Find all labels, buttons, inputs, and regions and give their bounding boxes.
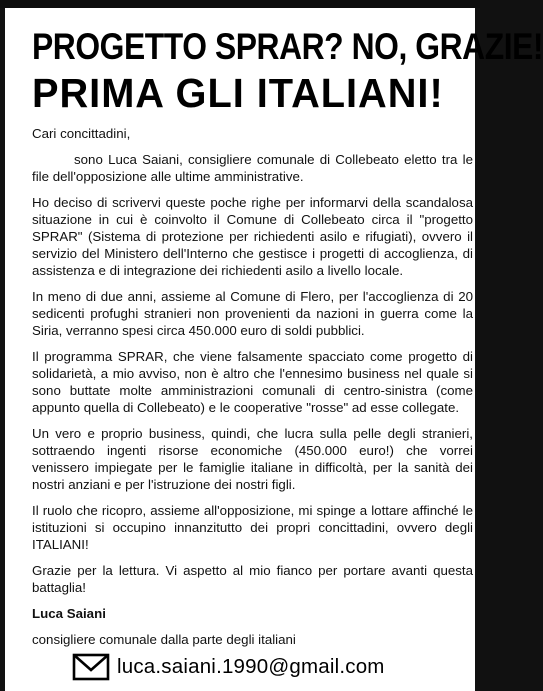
top-strip xyxy=(0,0,480,8)
letter-greeting: Cari concittadini, xyxy=(32,126,131,141)
letter-paragraph-7: Grazie per la lettura. Vi aspetto al mio fianco per portare avanti questa battaglia! xyxy=(32,563,473,595)
letter-body xyxy=(32,125,473,657)
email-contact[interactable] xyxy=(72,653,385,681)
letter-paragraph-4: Il programma SPRAR, che viene falsamente spacciato come progetto di solidarietà, a mio avviso, non è altro che l'ennesimo business nel quale si sono buttate molte amministrazioni comunali di centro-sinistra (come appunto quella di Collebeato) e le cooperative "rosse" ad esse collegate. xyxy=(32,349,473,415)
envelope-icon xyxy=(72,653,110,681)
signature-name: Luca Saiani xyxy=(32,606,106,621)
letter-paragraph-6: Il ruolo che ricopro, assieme all'opposizione, mi spinge a lottare affinché le istituzioni si occupino innanzitutto dei propri concittadini, ovvero degli ITALIANI! xyxy=(32,503,473,552)
letter-paragraph-3: In meno di due anni, assieme al Comune di Flero, per l'accoglienza di 20 sedicenti profughi stranieri non provenienti da nazioni in guerra come la Siria, verranno spesi circa 450.000 euro di soldi pubblici. xyxy=(32,289,473,338)
flyer-title-line2: PRIMA GLI ITALIANI! xyxy=(32,70,444,116)
letter-paragraph-1: sono Luca Saiani, consigliere comunale di Collebeato eletto tra le file dell'opposizione alle ultime amministrative. xyxy=(32,152,473,184)
signature-role: consigliere comunale dalla parte degli italiani xyxy=(32,632,296,647)
flyer-page xyxy=(5,8,543,691)
flyer-title-line1: PROGETTO SPRAR? NO, GRAZIE! xyxy=(32,26,543,67)
letter-paragraph-5: Un vero e proprio business, quindi, che lucra sulla pelle degli stranieri, sottraendo ingenti risorse economiche (450.000 euro!) che vorrei venissero impiegate per le famiglie italiane in difficoltà, per la sanità dei nostri anziani e per l'istruzione dei nostri figli. xyxy=(32,426,473,492)
letter-paragraph-2: Ho deciso di scrivervi queste poche righe per informarvi della scandalosa situazione in cui è coinvolto il Comune di Collebeato circa il "progetto SPRAR" (Sistema di protezione per richiedenti asilo e rifugiati), ovvero il servizio del Ministero dell'Interno che gestisce i progetti di accoglienza, di assistenza e di integrazione dei richiedenti asilo a livello locale. xyxy=(32,195,473,278)
email-address[interactable]: luca.saiani.1990@gmail.com xyxy=(117,655,385,678)
